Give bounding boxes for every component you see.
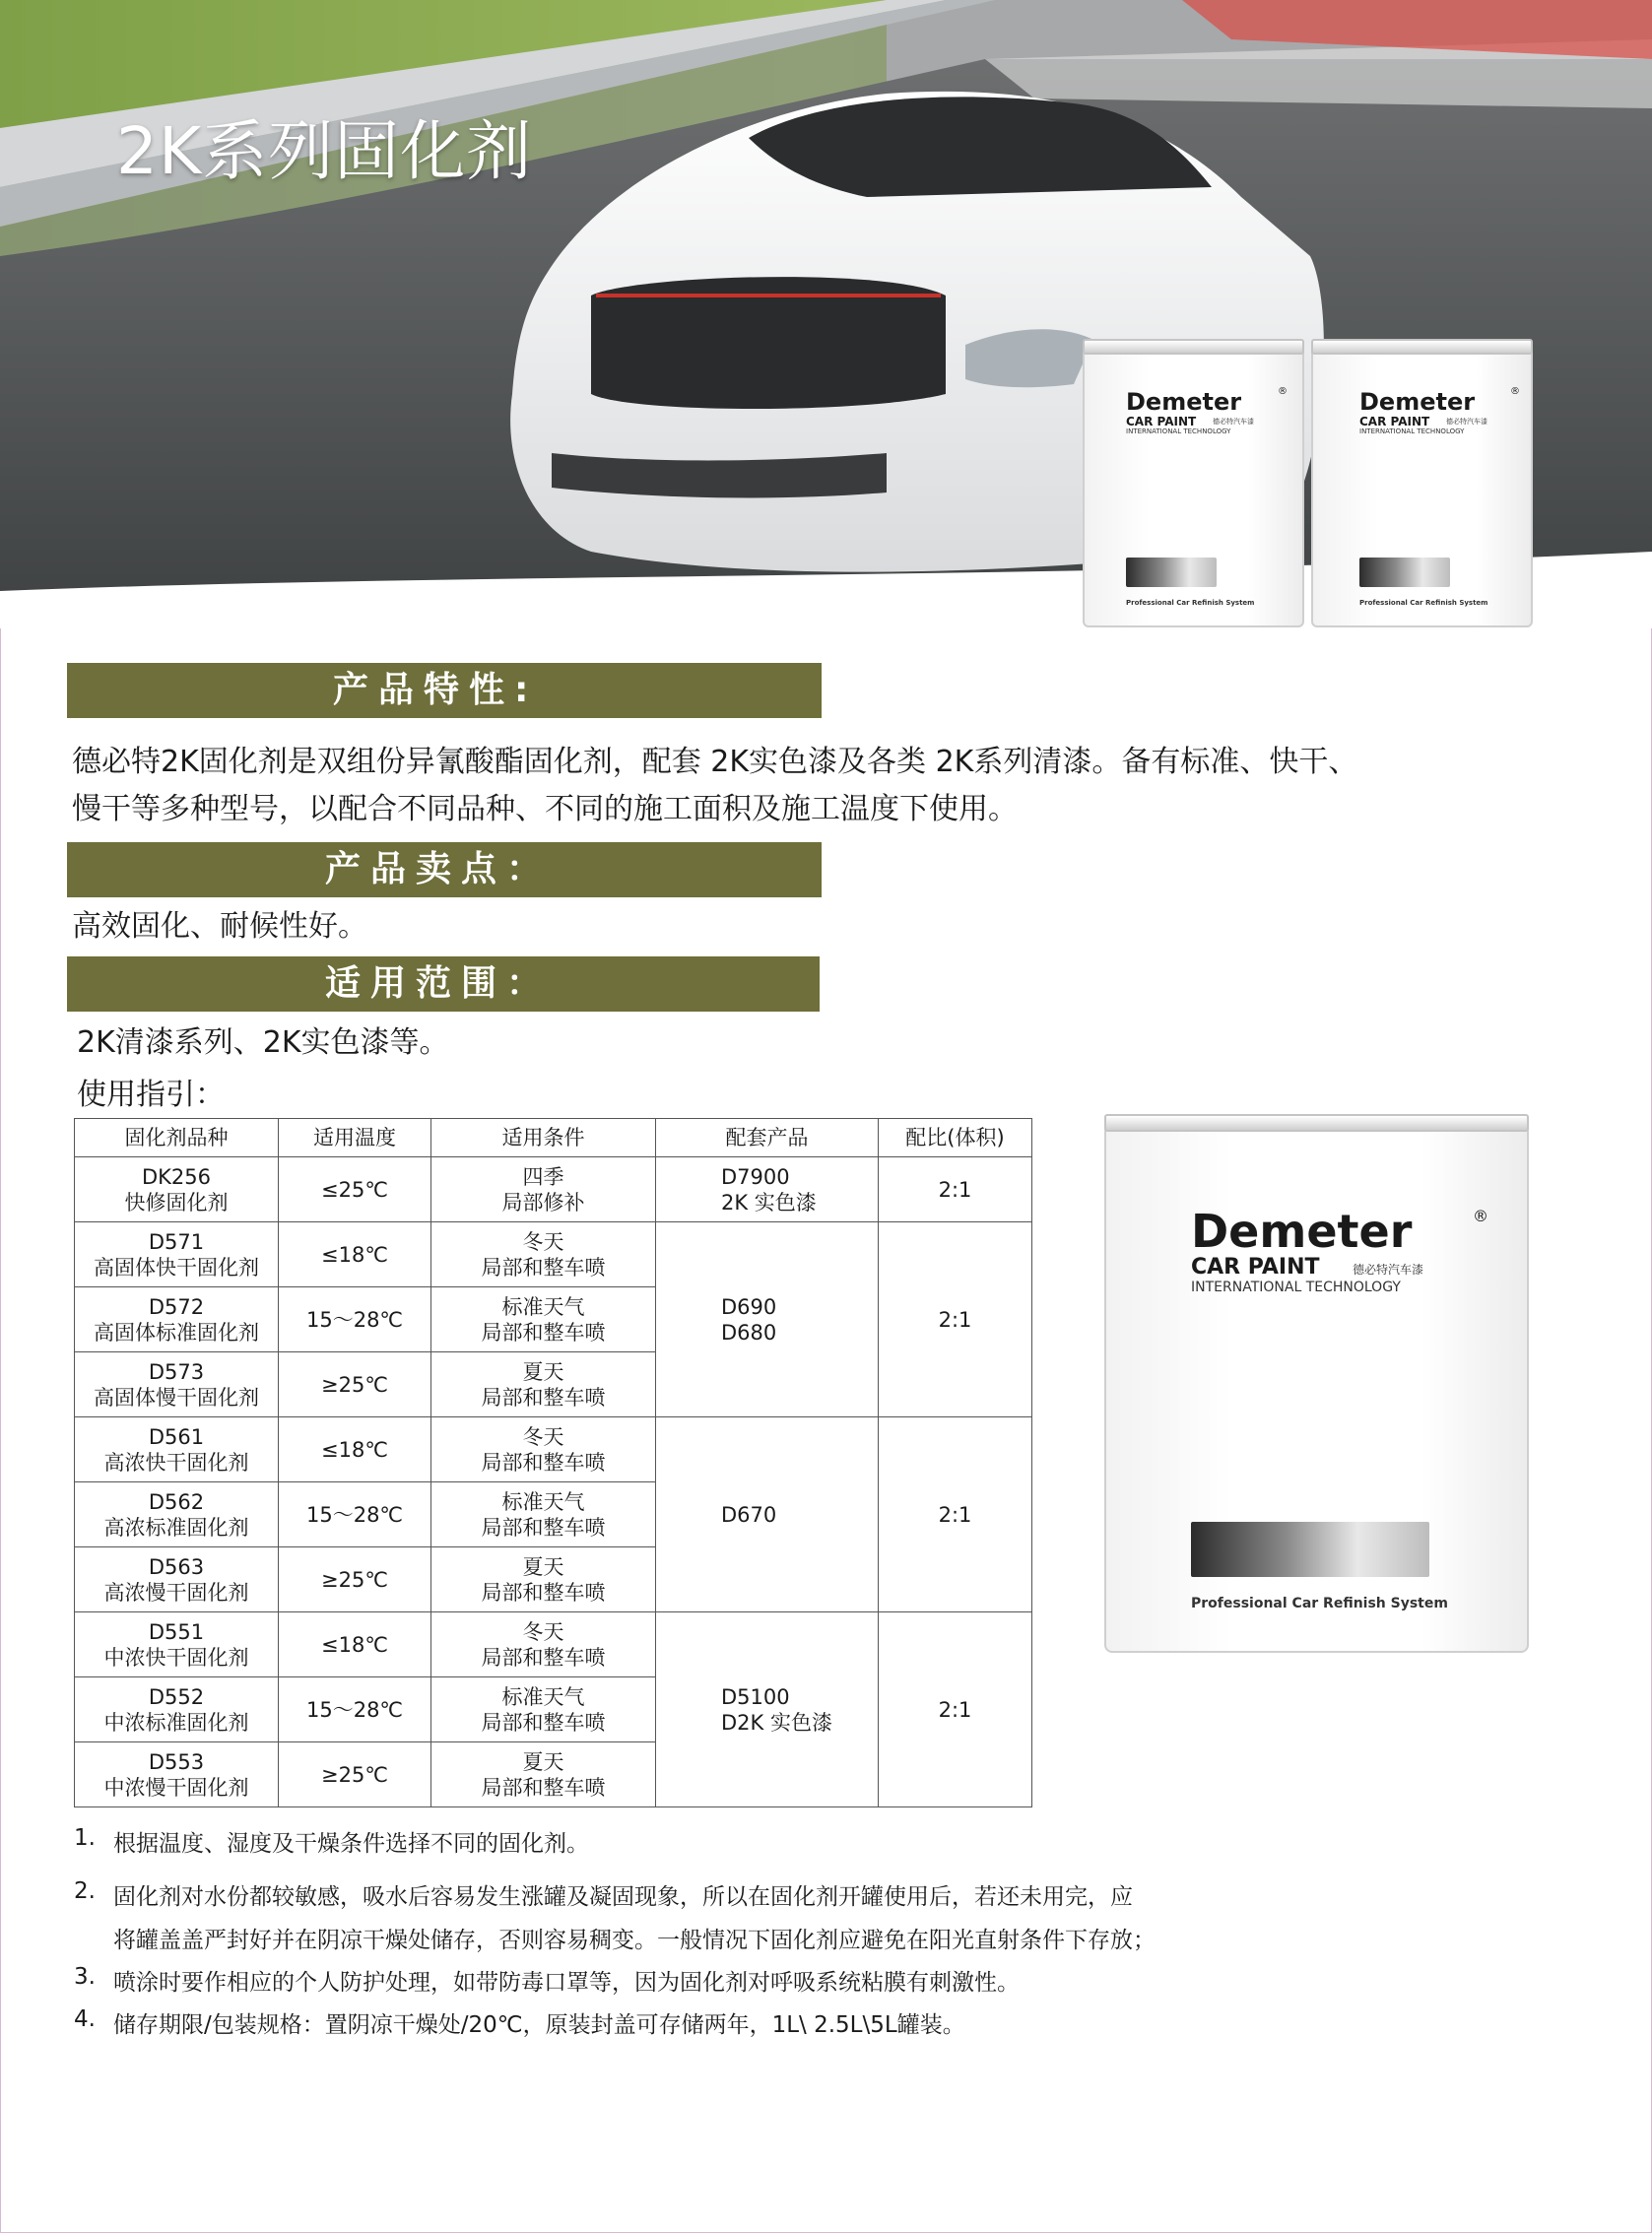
- product-cell: [656, 1157, 879, 1222]
- hardener-name: 高固体快干固化剂: [94, 1255, 259, 1280]
- hardener-name: 高固体标准固化剂: [94, 1320, 259, 1345]
- usage-guide-table: [74, 1118, 1032, 1807]
- condition-cell: [431, 1157, 656, 1222]
- condition-cell: [431, 1222, 656, 1287]
- temp-cell: ≥25℃: [279, 1547, 431, 1612]
- condition-season: 标准天气: [501, 1684, 585, 1709]
- hardener-code: D552: [148, 1684, 205, 1709]
- hardener-cell: [75, 1222, 279, 1287]
- note-number: 1.: [74, 1825, 96, 1851]
- section-selling-bar: [67, 842, 822, 897]
- table-header-row: [75, 1119, 1032, 1157]
- condition-cell: [431, 1352, 656, 1417]
- section-selling-title: 产品卖点：: [325, 849, 553, 889]
- section-scope-title: 适用范围：: [325, 963, 553, 1004]
- hardener-code: D571: [148, 1229, 205, 1254]
- table-row: [75, 1417, 1032, 1482]
- temp-cell: 15～28℃: [279, 1677, 431, 1742]
- ratio-cell: 2:1: [879, 1222, 1032, 1417]
- condition-cell: [431, 1287, 656, 1352]
- condition-cell: [431, 1677, 656, 1742]
- note-text: 固化剂对水份都较敏感，吸水后容易发生涨罐及凝固现象，所以在固化剂开罐使用后，若还未用完，应: [113, 1884, 1133, 1910]
- hardener-name: 高浓标准固化剂: [103, 1515, 249, 1540]
- condition-cell: [431, 1547, 656, 1612]
- can-car-image: [1191, 1522, 1429, 1577]
- hardener-cell: [75, 1482, 279, 1547]
- note-number: 4.: [74, 2006, 96, 2032]
- product-can-large: [1104, 1124, 1529, 1653]
- hardener-name: 高浓慢干固化剂: [103, 1580, 249, 1605]
- note-text: 将罐盖盖严封好并在阴凉干燥处储存，否则容易稠变。一般情况下固化剂应避免在阳光直射条件下存放；: [113, 1928, 1156, 1953]
- hero-banner: [0, 0, 1652, 628]
- product-line-2: D2K 实色漆: [721, 1710, 832, 1735]
- hardener-code: D553: [148, 1749, 205, 1774]
- hardener-name: 高浓快干固化剂: [103, 1450, 249, 1475]
- scope-text: 2K清漆系列、2K实色漆等。: [77, 1025, 449, 1060]
- condition-season: 冬天: [522, 1229, 564, 1254]
- condition-season: 四季: [522, 1164, 564, 1189]
- hardener-name: 中浓标准固化剂: [103, 1710, 249, 1735]
- temp-cell: ≤18℃: [279, 1222, 431, 1287]
- table-header: 配套产品: [656, 1119, 879, 1157]
- condition-season: 标准天气: [501, 1489, 585, 1514]
- can-brand: Demeter: [1359, 388, 1476, 416]
- condition-scope: 局部和整车喷: [481, 1710, 606, 1735]
- hardener-cell: [75, 1612, 279, 1677]
- hardener-code: D551: [148, 1619, 205, 1644]
- condition-cell: [431, 1482, 656, 1547]
- temp-cell: 15～28℃: [279, 1482, 431, 1547]
- product-line-1: D7900: [721, 1164, 790, 1189]
- hardener-name: 高固体慢干固化剂: [94, 1385, 259, 1410]
- product-line-1: D690: [721, 1294, 777, 1319]
- condition-season: 夏天: [522, 1554, 564, 1579]
- hardener-code: D573: [148, 1359, 205, 1384]
- hardener-cell: [75, 1157, 279, 1222]
- condition-scope: 局部和整车喷: [481, 1515, 606, 1540]
- can-tagline: Professional Car Refinish System: [1191, 1596, 1448, 1611]
- product-cell: [656, 1417, 879, 1612]
- can-tagline: Professional Car Refinish System: [1359, 599, 1488, 607]
- can-cn: 德必特汽车漆: [1213, 418, 1254, 426]
- ratio-cell: 2:1: [879, 1417, 1032, 1612]
- hardener-cell: [75, 1287, 279, 1352]
- condition-season: 标准天气: [501, 1294, 585, 1319]
- temp-cell: ≤18℃: [279, 1612, 431, 1677]
- can-reg-mark: ®: [1473, 1207, 1488, 1225]
- ratio-cell: 2:1: [879, 1157, 1032, 1222]
- can-lid: [1083, 339, 1304, 355]
- can-sub: CAR PAINT: [1126, 415, 1197, 428]
- condition-cell: [431, 1742, 656, 1807]
- section-scope-bar: [67, 956, 820, 1012]
- table-header: 固化剂品种: [75, 1119, 279, 1157]
- can-brand: Demeter: [1126, 388, 1242, 416]
- condition-scope: 局部修补: [501, 1190, 585, 1215]
- can-car-image: [1126, 558, 1217, 587]
- hardener-code: D563: [148, 1554, 205, 1579]
- can-cn: 德必特汽车漆: [1446, 418, 1487, 426]
- table-header: 适用温度: [279, 1119, 431, 1157]
- can-tech: INTERNATIONAL TECHNOLOGY: [1126, 427, 1231, 435]
- can-tech: INTERNATIONAL TECHNOLOGY: [1359, 427, 1465, 435]
- table-row: [75, 1157, 1032, 1222]
- hardener-code: DK256: [141, 1164, 212, 1189]
- can-lid: [1311, 339, 1533, 355]
- product-line-2: 2K 实色漆: [721, 1190, 817, 1215]
- condition-cell: [431, 1417, 656, 1482]
- guide-title: 使用指引：: [77, 1078, 225, 1112]
- selling-text: 高效固化、耐候性好。: [72, 909, 367, 944]
- can-brand: Demeter: [1191, 1205, 1413, 1258]
- product-line-2: D680: [721, 1320, 777, 1345]
- table-row: [75, 1612, 1032, 1677]
- hardener-cell: [75, 1417, 279, 1482]
- product-can: [1311, 347, 1533, 627]
- can-sub: CAR PAINT: [1191, 1255, 1320, 1280]
- note-number: 2.: [74, 1878, 96, 1904]
- table-header: 适用条件: [431, 1119, 656, 1157]
- condition-scope: 局部和整车喷: [481, 1255, 606, 1280]
- features-line-1: 德必特2K固化剂是双组份异氰酸酯固化剂，配套 2K实色漆及各类 2K系列清漆。备有标准、快干、: [72, 745, 1358, 779]
- note-text: 储存期限/包装规格：置阴凉干燥处/20℃，原装封盖可存储两年，1L\ 2.5L\5L罐装。: [113, 2012, 965, 2038]
- product-line-1: D670: [721, 1502, 777, 1527]
- temp-cell: ≤25℃: [279, 1157, 431, 1222]
- table-header: 配比(体积): [879, 1119, 1032, 1157]
- condition-scope: 局部和整车喷: [481, 1775, 606, 1800]
- can-reg-mark: ®: [1510, 386, 1520, 397]
- temp-cell: ≥25℃: [279, 1742, 431, 1807]
- product-line-1: D5100: [721, 1684, 790, 1709]
- section-features-bar: [67, 663, 822, 718]
- section-features-title: 产品特性:: [333, 670, 539, 710]
- condition-season: 夏天: [522, 1749, 564, 1774]
- note-number: 3.: [74, 1964, 96, 1990]
- can-reg-mark: ®: [1278, 386, 1288, 397]
- can-tech: INTERNATIONAL TECHNOLOGY: [1191, 1280, 1401, 1295]
- condition-scope: 局部和整车喷: [481, 1450, 606, 1475]
- hardener-cell: [75, 1677, 279, 1742]
- can-lid: [1104, 1114, 1529, 1132]
- hardener-code: D562: [148, 1489, 205, 1514]
- condition-season: 冬天: [522, 1619, 564, 1644]
- temp-cell: 15～28℃: [279, 1287, 431, 1352]
- hardener-cell: [75, 1547, 279, 1612]
- hardener-cell: [75, 1742, 279, 1807]
- hero-title: 2K系列固化剂: [116, 113, 533, 189]
- ratio-cell: 2:1: [879, 1612, 1032, 1807]
- hardener-name: 快修固化剂: [124, 1190, 229, 1215]
- features-line-2: 慢干等多种型号，以配合不同品种、不同的施工面积及施工温度下使用。: [72, 792, 1018, 826]
- can-tagline: Professional Car Refinish System: [1126, 599, 1255, 607]
- hardener-name: 中浓慢干固化剂: [103, 1775, 249, 1800]
- product-cell: [656, 1222, 879, 1417]
- condition-season: 夏天: [522, 1359, 564, 1384]
- hardener-code: D572: [148, 1294, 205, 1319]
- condition-scope: 局部和整车喷: [481, 1645, 606, 1670]
- can-cn: 德必特汽车漆: [1353, 1263, 1424, 1277]
- table-row: [75, 1222, 1032, 1287]
- temp-cell: ≤18℃: [279, 1417, 431, 1482]
- note-text: 根据温度、湿度及干燥条件选择不同的固化剂。: [113, 1831, 589, 1857]
- condition-scope: 局部和整车喷: [481, 1320, 606, 1345]
- hardener-cell: [75, 1352, 279, 1417]
- hardener-name: 中浓快干固化剂: [103, 1645, 249, 1670]
- condition-cell: [431, 1612, 656, 1677]
- condition-scope: 局部和整车喷: [481, 1580, 606, 1605]
- product-cell: [656, 1612, 879, 1807]
- product-can: [1083, 347, 1304, 627]
- note-text: 喷涂时要作相应的个人防护处理，如带防毒口罩等，因为固化剂对呼吸系统粘膜有刺激性。: [113, 1970, 1020, 1996]
- can-car-image: [1359, 558, 1450, 587]
- condition-scope: 局部和整车喷: [481, 1385, 606, 1410]
- can-sub: CAR PAINT: [1359, 415, 1430, 428]
- condition-season: 冬天: [522, 1424, 564, 1449]
- hardener-code: D561: [148, 1424, 205, 1449]
- temp-cell: ≥25℃: [279, 1352, 431, 1417]
